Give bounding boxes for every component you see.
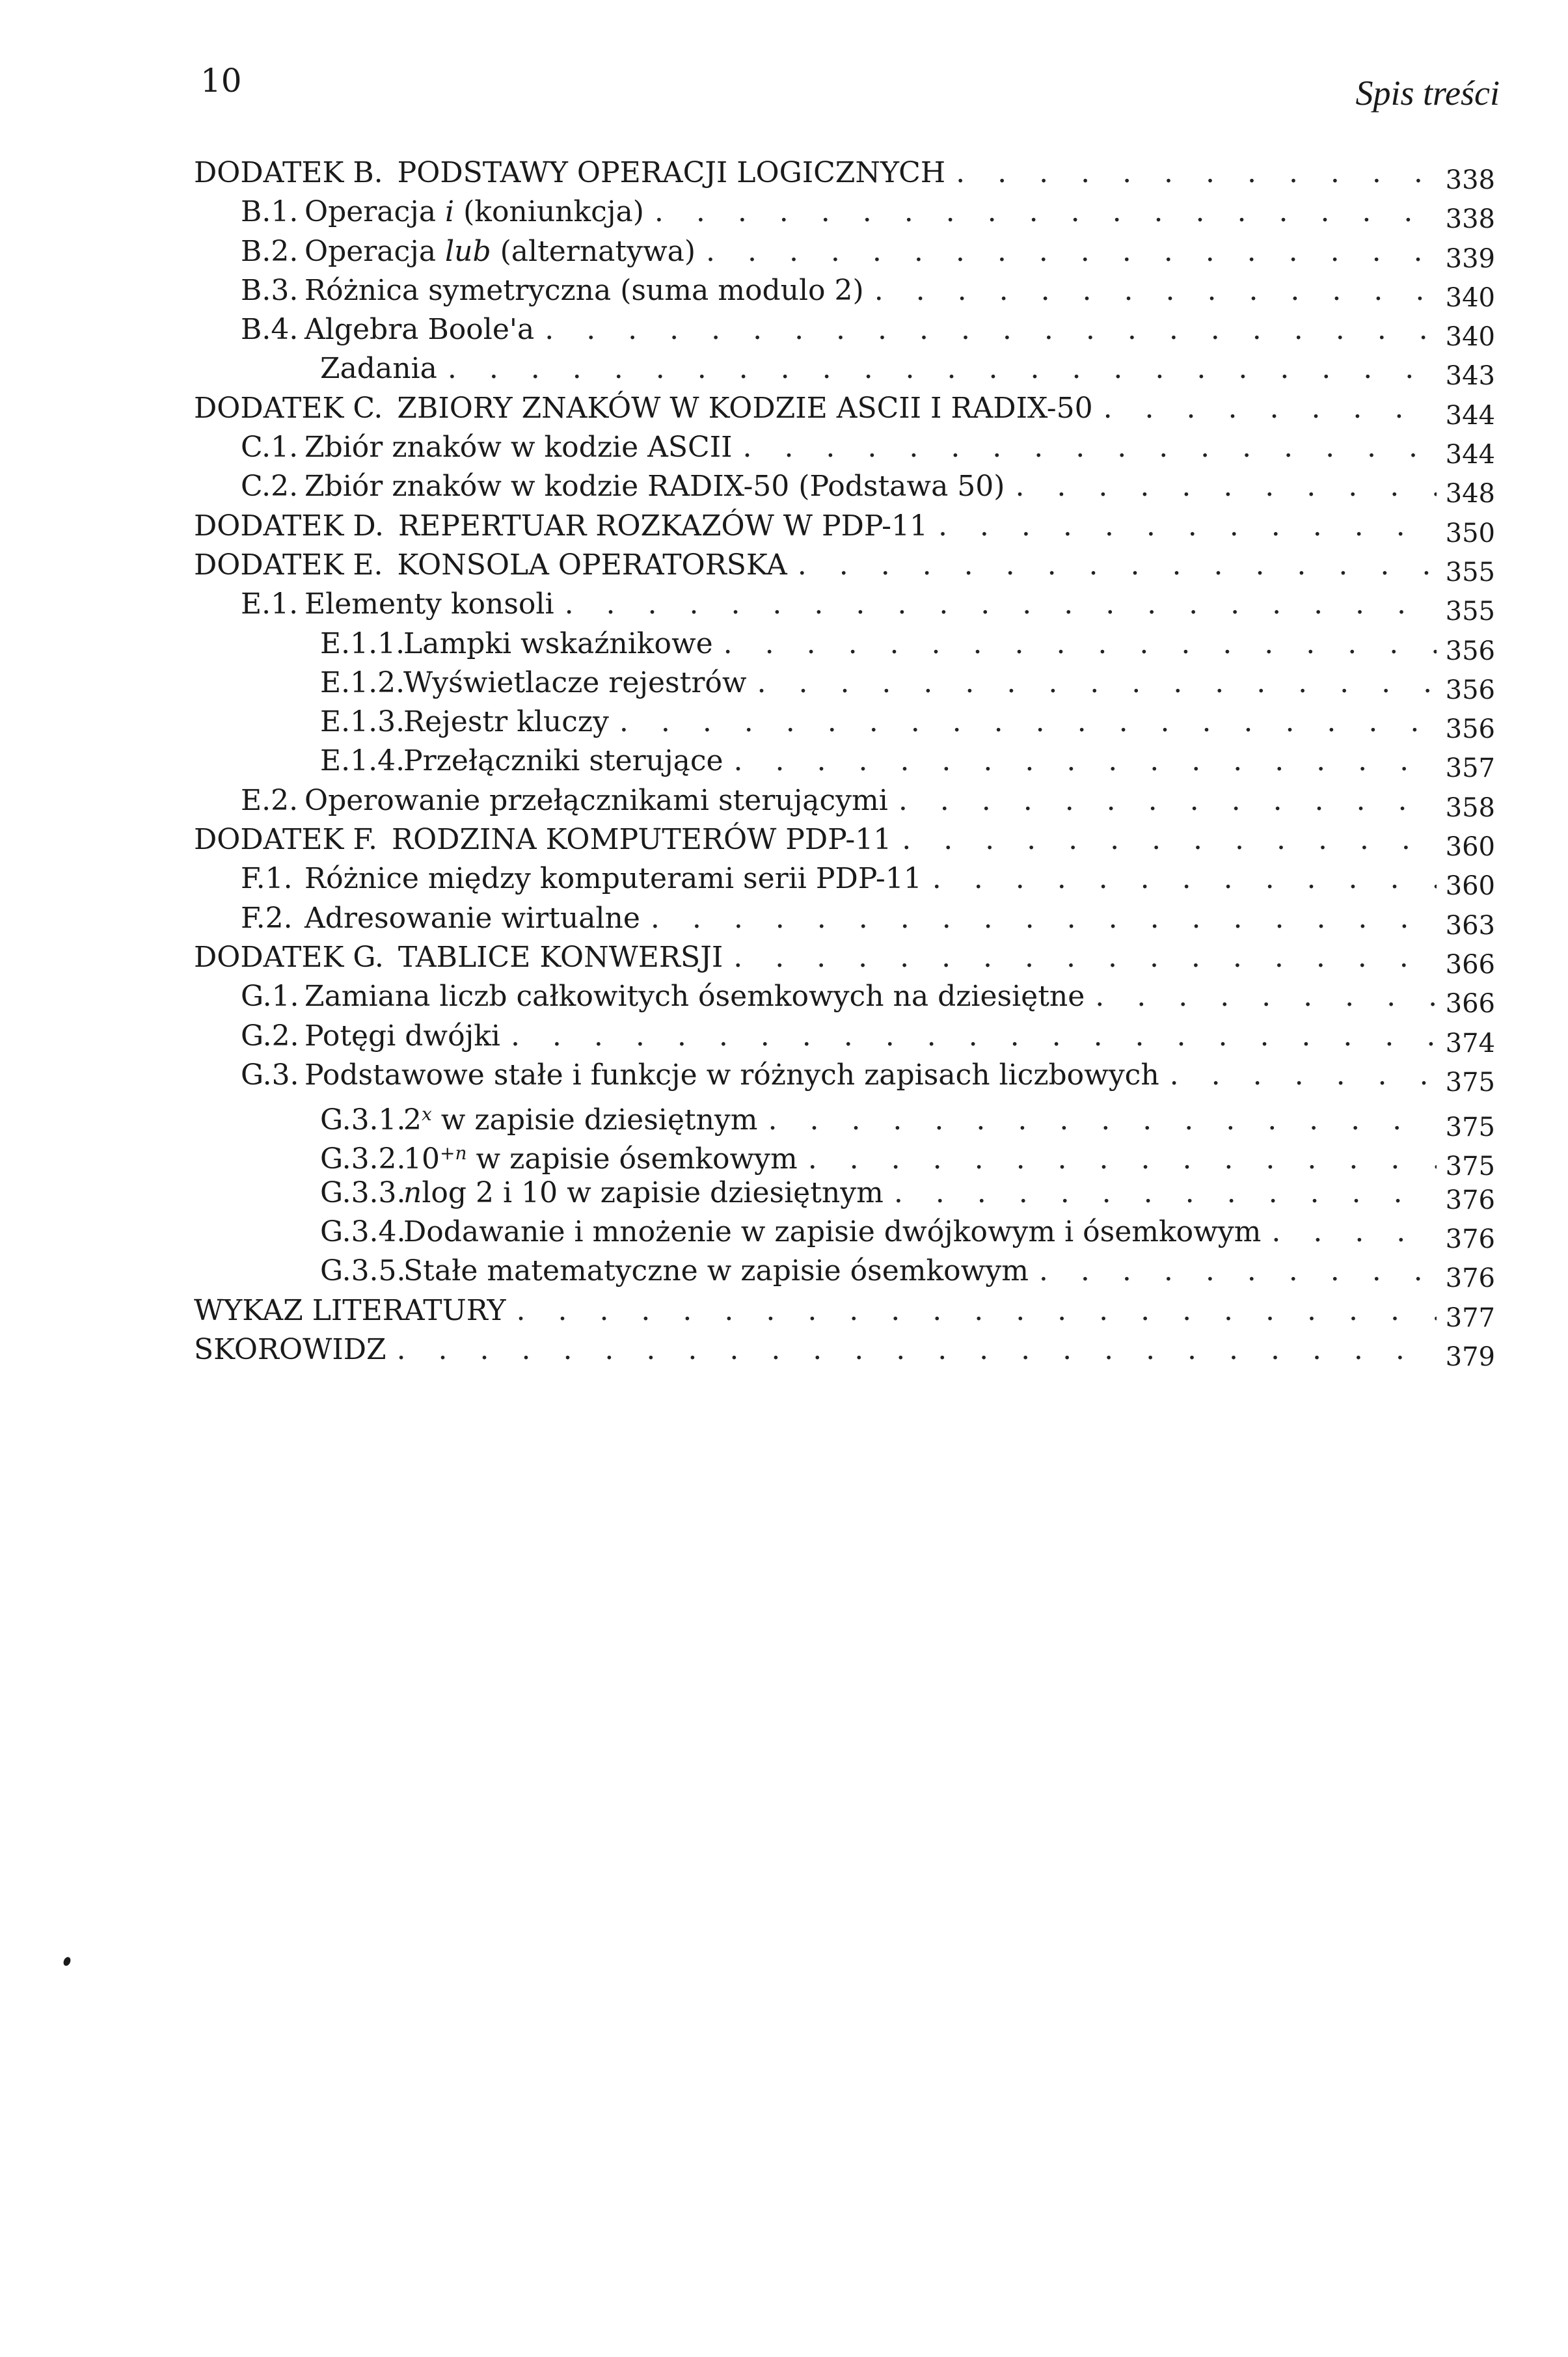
toc-dot-leader	[1170, 1056, 1437, 1095]
toc-entry-page: 376	[1445, 1185, 1495, 1215]
toc-dot-leader	[651, 899, 1437, 938]
toc-entry-page: 360	[1445, 871, 1495, 902]
toc-entry-title: Elementy konsoli	[304, 587, 554, 621]
toc-entry-title: nlog 2 i 10 w zapisie dziesiętnym	[403, 1176, 884, 1209]
toc-dot-leader	[757, 664, 1437, 703]
toc-entry-number: E.1.	[241, 587, 299, 621]
toc-entry-number: DODATEK E.	[194, 548, 383, 582]
toc-entry	[194, 938, 1495, 980]
toc-entry	[194, 859, 1495, 902]
toc-entry-number: G.3.3.	[320, 1176, 406, 1209]
toc-entry-page: 366	[1445, 989, 1495, 1019]
toc-dot-leader	[723, 625, 1437, 664]
toc-entry-page: 375	[1445, 1067, 1495, 1098]
toc-entry-title: Zadania	[320, 352, 437, 386]
toc-entry	[194, 820, 1495, 863]
toc-dot-leader	[565, 585, 1437, 624]
toc-entry-title: TABLICE KONWERSJI	[398, 940, 723, 974]
toc-entry	[194, 899, 1495, 941]
toc-dot-leader	[734, 742, 1437, 781]
toc-dot-leader	[956, 154, 1436, 193]
toc-entry-page: 363	[1445, 910, 1495, 941]
toc-entry-page: 356	[1445, 675, 1495, 705]
toc-entry	[194, 507, 1495, 546]
toc-dot-leader	[655, 193, 1437, 232]
toc-entry-title: Algebra Boole'a	[304, 313, 535, 347]
toc-entry-page: 339	[1445, 243, 1495, 274]
toc-dot-leader	[448, 349, 1437, 388]
toc-dot-leader	[938, 507, 1437, 546]
toc-entry-page: 375	[1445, 1112, 1495, 1143]
toc-dot-leader	[874, 271, 1437, 310]
toc-entry-page: 360	[1445, 832, 1495, 863]
toc-entry-title: Zbiór znaków w kodzie ASCII	[304, 431, 733, 465]
toc-entry-number: G.3.	[241, 1058, 299, 1092]
toc-dot-leader	[894, 1174, 1437, 1213]
toc-entry-number: DODATEK C.	[194, 391, 383, 425]
toc-dot-leader	[1103, 389, 1437, 428]
toc-entry-page: 344	[1445, 440, 1495, 470]
toc-entry-number: E.1.4.	[320, 744, 405, 778]
toc-entry-page: 344	[1445, 400, 1495, 431]
toc-entry-page: 356	[1445, 714, 1495, 745]
toc-entry-title: Wyświetlacze rejestrów	[403, 666, 747, 699]
toc-dot-leader	[1015, 467, 1436, 506]
toc-entry-page: 366	[1445, 949, 1495, 980]
toc-dot-leader	[733, 938, 1436, 977]
toc-entry	[194, 193, 1495, 235]
toc-entry-number: G.3.1.	[320, 1103, 406, 1137]
toc-entry-title: Zbiór znaków w kodzie RADIX-50 (Podstawa 50)	[304, 470, 1005, 504]
toc-entry	[194, 977, 1495, 1019]
toc-entry	[194, 428, 1495, 470]
toc-entry	[194, 349, 1495, 392]
toc-entry	[194, 310, 1495, 353]
toc-entry-page: 357	[1445, 753, 1495, 784]
toc-entry-page: 377	[1445, 1302, 1495, 1333]
toc-entry-number: E.1.2.	[320, 666, 405, 699]
toc-entry-page: 355	[1445, 557, 1495, 587]
toc-entry-number: DODATEK D.	[194, 509, 385, 543]
toc-entry-number: E.1.3.	[320, 705, 405, 739]
toc-entry	[194, 1213, 1495, 1255]
toc-entry-title: WYKAZ LITERATURY	[194, 1293, 506, 1327]
toc-dot-leader	[1095, 977, 1436, 1016]
toc-entry	[194, 1056, 1495, 1098]
toc-entry-title: Różnice między komputerami serii PDP-11	[304, 862, 922, 896]
toc-entry-title: Podstawowe stałe i funkcje w różnych zapisach liczbowych	[304, 1058, 1159, 1092]
toc-entry-number: B.4.	[241, 313, 299, 347]
toc-entry-page: 379	[1445, 1341, 1495, 1372]
toc-entry-number: G.3.5.	[320, 1254, 406, 1288]
toc-entry-title: Potęgi dwójki	[304, 1019, 500, 1053]
page-number: 10	[200, 62, 242, 100]
toc-entry-number: E.2.	[241, 783, 299, 817]
toc-entry-page: 375	[1445, 1152, 1495, 1182]
toc-dot-leader	[1271, 1213, 1436, 1252]
toc-dot-leader	[517, 1291, 1437, 1330]
toc-entry-page: 356	[1445, 636, 1495, 666]
toc-entry-number: C.1.	[241, 431, 299, 465]
toc-entry-title: RODZINA KOMPUTERÓW PDP-11	[391, 823, 892, 857]
toc-entry-title: ZBIORY ZNAKÓW W KODZIE ASCII I RADIX-50	[397, 391, 1093, 425]
toc-dot-leader	[899, 781, 1437, 820]
toc-entry-page: 358	[1445, 792, 1495, 823]
toc-entry-number: F.2.	[241, 901, 293, 935]
toc-entry-number: G.3.2.	[320, 1142, 406, 1176]
toc-dot-leader	[511, 1017, 1437, 1056]
toc-entry-title: Lampki wskaźnikowe	[403, 626, 713, 660]
toc-entry-title: Rejestr kluczy	[403, 705, 609, 739]
toc-entry-number: G.3.4.	[320, 1215, 406, 1249]
toc-entry	[194, 1134, 1495, 1182]
toc-entry	[194, 467, 1495, 509]
toc-entry-title: Przełączniki sterujące	[403, 744, 723, 778]
toc-entry	[194, 703, 1495, 745]
toc-dot-leader	[619, 703, 1437, 742]
toc-dot-leader	[932, 859, 1437, 898]
toc-entry-number: G.2.	[241, 1019, 299, 1053]
toc-entry-page: 376	[1445, 1263, 1495, 1294]
toc-entry-number: G.1.	[241, 980, 299, 1014]
toc-entry	[194, 1330, 1495, 1372]
toc-dot-leader	[545, 310, 1436, 349]
toc-entry-title: SKOROWIDZ	[194, 1332, 386, 1366]
toc-entry-page: 340	[1445, 322, 1495, 353]
running-head: Spis treści	[1355, 74, 1500, 113]
toc-entry-number: DODATEK B.	[194, 156, 383, 189]
toc-entry-title: Operacja i (koniunkcja)	[304, 195, 644, 229]
toc-dot-leader	[397, 1330, 1437, 1369]
toc-entry	[194, 232, 1495, 274]
toc-entry-title: Zamiana liczb całkowitych ósemkowych na dziesiętne	[304, 980, 1085, 1014]
toc-entry-page: 340	[1445, 282, 1495, 313]
toc-entry	[194, 664, 1495, 703]
toc-entry	[194, 1252, 1495, 1294]
toc-entry-number: B.1.	[241, 195, 299, 229]
toc-entry-number: DODATEK G.	[194, 940, 384, 974]
toc-dot-leader	[768, 1101, 1437, 1140]
toc-entry-title: REPERTUAR ROZKAZÓW W PDP-11	[398, 509, 928, 543]
toc-entry-page: 338	[1445, 165, 1495, 195]
toc-entry-number: C.2.	[241, 470, 299, 504]
stray-ink-mark	[62, 1956, 72, 1967]
toc-entry-title: PODSTAWY OPERACJI LOGICZNYCH	[397, 156, 946, 189]
toc-entry-page: 355	[1445, 597, 1495, 627]
toc-entry	[194, 1291, 1495, 1333]
toc-entry-title: Adresowanie wirtualne	[304, 901, 640, 935]
toc-entry-title: 2$^x$ w zapisie dziesiętnym	[403, 1103, 758, 1137]
toc-entry	[194, 154, 1495, 193]
toc-entry	[194, 585, 1495, 627]
toc-entry	[194, 546, 1495, 585]
toc-entry-page: 348	[1445, 479, 1495, 509]
toc-entry-number: DODATEK F.	[194, 823, 377, 857]
toc-entry-title: KONSOLA OPERATORSKA	[397, 548, 787, 582]
toc-entry-title: Stałe matematyczne w zapisie ósemkowym	[403, 1254, 1029, 1288]
toc-entry	[194, 271, 1495, 313]
toc-entry-page: 376	[1445, 1224, 1495, 1255]
table-of-contents	[194, 154, 1495, 1372]
toc-entry	[194, 1017, 1495, 1056]
toc-dot-leader	[1039, 1252, 1437, 1291]
toc-entry-page: 343	[1445, 361, 1495, 392]
toc-entry	[194, 389, 1495, 431]
toc-entry-number: E.1.1.	[320, 626, 405, 660]
toc-entry-title: $10^{+n}$ w zapisie ósemkowym	[403, 1142, 798, 1176]
toc-entry	[194, 1095, 1495, 1143]
toc-dot-leader	[742, 428, 1436, 467]
toc-entry	[194, 625, 1495, 664]
toc-entry	[194, 1174, 1495, 1213]
toc-dot-leader	[902, 820, 1436, 859]
toc-entry	[194, 742, 1495, 784]
toc-entry-title: Dodawanie i mnożenie w zapisie dwójkowym i ósemkowym	[403, 1215, 1262, 1249]
toc-dot-leader	[706, 232, 1437, 271]
toc-entry-page: 374	[1445, 1028, 1495, 1058]
toc-entry	[194, 781, 1495, 823]
toc-entry-number: B.2.	[241, 234, 299, 268]
toc-entry-number: F.1.	[241, 862, 293, 896]
toc-entry-page: 350	[1445, 518, 1495, 548]
toc-entry-number: B.3.	[241, 273, 299, 307]
toc-entry-title: Operowanie przełącznikami sterującymi	[304, 783, 888, 817]
toc-dot-leader	[798, 546, 1437, 585]
toc-entry-title: Różnica symetryczna (suma modulo 2)	[304, 273, 864, 307]
toc-entry-page: 338	[1445, 204, 1495, 235]
toc-entry-title: Operacja lub (alternatywa)	[304, 234, 696, 268]
